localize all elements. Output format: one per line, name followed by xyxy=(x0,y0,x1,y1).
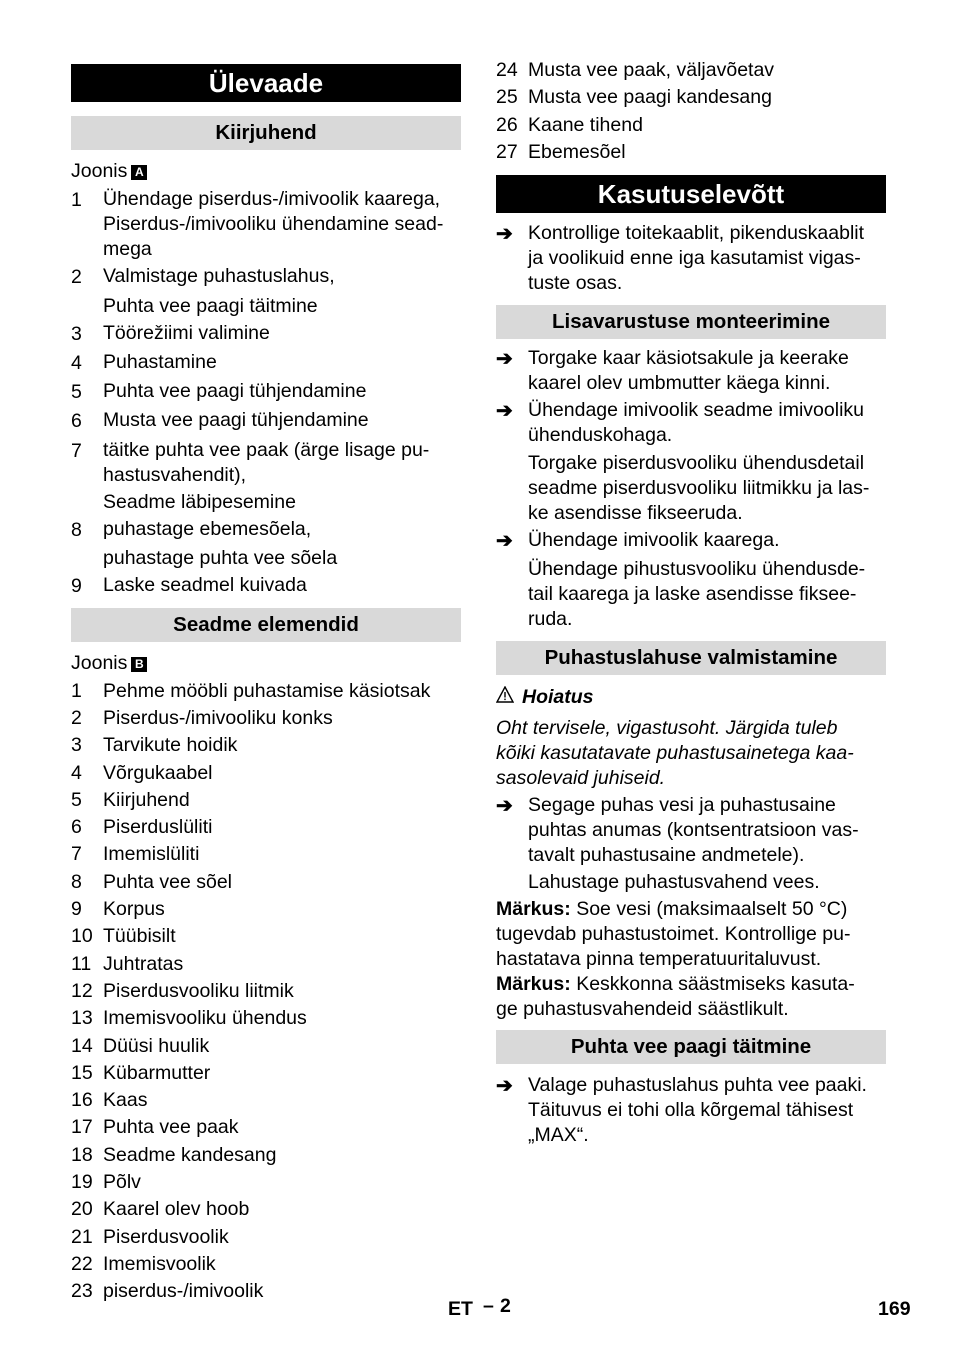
figure-ref-b xyxy=(71,650,461,677)
quickstart-step xyxy=(71,350,461,377)
element-item xyxy=(71,1087,461,1114)
element-item xyxy=(71,1060,461,1087)
element-item xyxy=(71,1033,461,1060)
step-text xyxy=(103,517,461,544)
item-label: Puhta vee sõel xyxy=(103,870,233,893)
note-text: ge puhastusvahendeid säästlikult. xyxy=(496,997,789,1020)
item-label: Imemislüliti xyxy=(103,843,200,866)
item-label: Võrgukaabel xyxy=(103,761,213,784)
arrow-icon: ➔ xyxy=(496,794,513,817)
footer-lang: ET xyxy=(448,1298,473,1320)
step-text-line: Puhta vee paagi tühjendamine xyxy=(103,380,367,403)
text-line: tail kaarega ja laske asendisse fiksee- xyxy=(528,583,857,606)
element-item xyxy=(71,732,461,759)
item-number: 22 xyxy=(71,1252,93,1275)
item-label: Tüübisilt xyxy=(103,925,176,948)
step-text xyxy=(103,490,461,515)
warning-title: Hoiatus xyxy=(522,686,594,709)
warning-triangle-icon xyxy=(496,684,522,711)
step-text-line: hastusvahendit), xyxy=(103,463,247,486)
element-item xyxy=(71,678,461,705)
quickstart-step xyxy=(71,321,461,348)
figure-letter-b-icon: B xyxy=(131,657,147,672)
quickstart-list xyxy=(71,187,461,600)
item-number: 17 xyxy=(71,1116,93,1139)
right-column xyxy=(496,57,886,1148)
text-line: seadme piserdusvooliku liitmikku ja las- xyxy=(528,477,870,500)
quickstart-step xyxy=(71,546,461,571)
step-number: 3 xyxy=(71,322,82,345)
step-text-line: Piserdus-/imivooliku ühendamine sead- xyxy=(103,213,444,236)
text-line: kaarel olev umbmutter käega kinni. xyxy=(528,372,831,395)
text-line: Segage puhas vesi ja puhastusaine xyxy=(528,793,836,816)
bullet-text xyxy=(528,1073,886,1148)
quickstart-step xyxy=(71,517,461,544)
bullet-text xyxy=(528,793,886,868)
text-line: puhtas anumas (kontsentratsioon vas- xyxy=(528,818,859,841)
bullet-text xyxy=(528,346,886,396)
quickstart-step xyxy=(71,438,461,488)
quickstart-step xyxy=(71,264,461,291)
step-number: 1 xyxy=(71,189,82,212)
item-number: 11 xyxy=(71,952,92,975)
item-label: Imemisvoolik xyxy=(103,1252,216,1275)
item-number: 9 xyxy=(71,898,82,921)
step-number xyxy=(71,490,103,515)
item-number: 12 xyxy=(71,979,93,1002)
element-item xyxy=(496,112,886,139)
item-number: 20 xyxy=(71,1198,93,1221)
intro-text xyxy=(528,221,886,296)
item-label: Pehme mööbli puhastamise käsiotsak xyxy=(103,679,431,702)
element-item xyxy=(71,869,461,896)
element-item xyxy=(71,760,461,787)
footer-dash: – xyxy=(483,1295,494,1317)
section-title-commissioning: Kasutuselevõtt xyxy=(496,175,886,213)
item-number: 2 xyxy=(71,706,82,729)
item-label: piserdus-/imivoolik xyxy=(103,1280,264,1303)
element-item xyxy=(71,1278,461,1305)
step-text-line: mega xyxy=(103,238,152,261)
item-number: 24 xyxy=(496,59,518,81)
item-label: Ebemesõel xyxy=(528,140,626,163)
arrow-icon: ➔ xyxy=(496,400,513,423)
quickstart-step xyxy=(71,408,461,435)
bullet-text xyxy=(528,398,886,448)
step-number: 5 xyxy=(71,381,82,404)
solution-bullet-1-continued xyxy=(528,870,886,895)
page-number: 169 xyxy=(878,1298,911,1320)
arrow-icon: ➔ xyxy=(496,223,513,246)
item-number: 18 xyxy=(71,1143,93,1166)
note-label: Märkus: xyxy=(496,972,571,995)
figure-label: Joonis xyxy=(71,652,128,675)
elements-list-continued xyxy=(496,57,886,166)
item-label: Kübarmutter xyxy=(103,1061,211,1084)
accessory-bullet-1 xyxy=(496,346,886,396)
bullet-text xyxy=(528,528,886,555)
item-number: 13 xyxy=(71,1007,93,1030)
element-item xyxy=(71,978,461,1005)
text-line: Kontrollige toitekaablit, pikenduskaablit xyxy=(528,222,865,245)
quickstart-step xyxy=(71,573,461,600)
item-label: Piserdusvooliku liitmik xyxy=(103,979,294,1002)
step-text xyxy=(103,264,461,291)
element-item xyxy=(71,923,461,950)
note-text: tugevdab puhastustoimet. Kontrollige pu- xyxy=(496,922,851,945)
item-number: 8 xyxy=(71,870,82,893)
step-text-line: puhastage puhta vee sõela xyxy=(103,547,338,570)
step-text xyxy=(103,379,461,406)
step-number xyxy=(71,294,103,319)
step-text-line: Laske seadmel kuivada xyxy=(103,574,307,597)
step-text-line: puhastage ebemesõela, xyxy=(103,517,312,540)
text-line: ja voolikuid enne iga kasutamist vigas- xyxy=(528,247,861,270)
item-number: 27 xyxy=(496,140,518,163)
step-text-line: Valmistage puhastuslahus, xyxy=(103,265,335,288)
arrow-icon: ➔ xyxy=(496,530,513,553)
item-label: Tarvikute hoidik xyxy=(103,734,238,757)
item-number: 4 xyxy=(71,761,82,784)
item-label: Seadme kandesang xyxy=(103,1143,277,1166)
note-label: Märkus: xyxy=(496,897,571,920)
element-item xyxy=(71,841,461,868)
step-number: 4 xyxy=(71,351,82,374)
step-number: 9 xyxy=(71,575,82,598)
accessory-bullet-2 xyxy=(496,398,886,448)
fill-bullet-1 xyxy=(496,1073,886,1148)
left-column xyxy=(71,64,461,1306)
item-number: 1 xyxy=(71,679,82,702)
note-text: Keskkonna säästmiseks kasuta- xyxy=(576,972,855,995)
intro-bullet xyxy=(496,221,886,296)
text-line: Torgake kaar käsiotsakule ja keerake xyxy=(528,347,849,370)
item-label: Kaas xyxy=(103,1089,148,1112)
item-label: Piserdusvoolik xyxy=(103,1225,229,1248)
item-label: Korpus xyxy=(103,898,165,921)
element-item xyxy=(71,1196,461,1223)
text-line: sasolevaid juhiseid. xyxy=(496,766,666,789)
solution-bullet-1 xyxy=(496,793,886,868)
section-title-overview: Ülevaade xyxy=(71,64,461,102)
step-number: 6 xyxy=(71,410,82,433)
heading-quickstart: Kiirjuhend xyxy=(71,116,461,150)
quickstart-step xyxy=(71,187,461,262)
item-label: Imemisvooliku ühendus xyxy=(103,1007,307,1030)
figure-letter-a-icon: A xyxy=(131,165,147,180)
step-text-line: Ühendage piserdus-/imivoolik kaarega, xyxy=(103,188,441,211)
item-number: 16 xyxy=(71,1089,93,1112)
text-line: Ühendage imivoolik kaarega. xyxy=(528,529,780,552)
heading-elements: Seadme elemendid xyxy=(71,608,461,642)
accessory-bullet-2-continued xyxy=(528,451,886,526)
element-item xyxy=(71,787,461,814)
accessory-bullet-3-continued xyxy=(528,557,886,632)
figure-label: Joonis xyxy=(71,160,128,182)
step-number: 7 xyxy=(71,439,82,462)
step-text xyxy=(103,546,461,571)
note-text: Soe vesi (maksimaalselt 50 °C) xyxy=(576,897,848,920)
item-number: 15 xyxy=(71,1061,93,1084)
item-number: 19 xyxy=(71,1171,93,1194)
item-number: 6 xyxy=(71,816,82,839)
item-number: 23 xyxy=(71,1280,93,1303)
footer-section: 2 xyxy=(500,1295,511,1317)
text-line: kõiki kasutatavate puhastusainetega kaa- xyxy=(496,741,854,764)
text-line: ke asendisse fikseeruda. xyxy=(528,502,743,525)
item-number: 3 xyxy=(71,734,82,757)
item-number: 10 xyxy=(71,925,93,948)
step-text-line: Töörežiimi valimine xyxy=(103,321,270,344)
step-text xyxy=(103,408,461,435)
element-item xyxy=(71,1114,461,1141)
accessory-bullet-3 xyxy=(496,528,886,555)
step-text xyxy=(103,294,461,319)
item-label: Põlv xyxy=(103,1171,141,1194)
item-number: 7 xyxy=(71,843,82,866)
text-line: ruda. xyxy=(528,608,573,631)
item-label: Piserduslüliti xyxy=(103,816,213,839)
text-line: Torgake piserdusvooliku ühendusdetail xyxy=(528,452,865,475)
note-1 xyxy=(496,897,886,972)
step-text xyxy=(103,350,461,377)
element-item xyxy=(496,139,886,166)
text-line: Oht tervisele, vigastusoht. Järgida tuleb xyxy=(496,716,838,739)
quickstart-step xyxy=(71,294,461,319)
element-item xyxy=(496,57,886,84)
item-number: 5 xyxy=(71,788,82,811)
elements-list xyxy=(71,678,461,1306)
item-label: Piserdus-/imivooliku konks xyxy=(103,706,333,729)
step-number xyxy=(71,546,103,571)
text-line: tavalt puhastusaine andmetele). xyxy=(528,843,805,866)
text-line: Valage puhastuslahus puhta vee paaki. xyxy=(528,1073,867,1096)
item-label: Musta vee paak, väljavõetav xyxy=(528,59,775,81)
step-number: 2 xyxy=(71,266,82,289)
element-item xyxy=(71,1169,461,1196)
element-item xyxy=(496,84,886,111)
item-label: Juhtratas xyxy=(103,952,184,975)
step-text-line: täitke puhta vee paak (ärge lisage pu- xyxy=(103,438,430,461)
heading-accessory: Lisavarustuse monteerimine xyxy=(496,305,886,339)
warning-text xyxy=(496,716,886,791)
item-label: Musta vee paagi kandesang xyxy=(528,86,772,109)
step-text xyxy=(103,438,461,488)
step-text-line: Seadme läbipesemine xyxy=(103,490,296,513)
text-line: ühenduskohaga. xyxy=(528,424,673,447)
text-line: Ühendage imivoolik seadme imivooliku xyxy=(528,399,864,422)
step-text-line: Musta vee paagi tühjendamine xyxy=(103,409,369,432)
note-2 xyxy=(496,972,886,1022)
step-text-line: Puhastamine xyxy=(103,350,217,373)
item-number: 14 xyxy=(71,1034,93,1057)
text-line: tuste osas. xyxy=(528,272,623,295)
element-item xyxy=(71,1142,461,1169)
step-text xyxy=(103,321,461,348)
step-text-line: Puhta vee paagi täitmine xyxy=(103,294,318,317)
element-item xyxy=(71,1005,461,1032)
note-text: hastatava pinna temperatuuritaluvust. xyxy=(496,947,822,970)
item-number: 26 xyxy=(496,113,518,136)
item-number: 21 xyxy=(71,1225,93,1248)
item-label: Kiirjuhend xyxy=(103,788,190,811)
element-item xyxy=(71,896,461,923)
arrow-icon: ➔ xyxy=(496,1074,513,1097)
heading-fill-tank: Puhta vee paagi täitmine xyxy=(496,1030,886,1064)
text-line: „MAX“. xyxy=(528,1123,589,1146)
heading-solution: Puhastuslahuse valmistamine xyxy=(496,641,886,675)
element-item xyxy=(71,1251,461,1278)
item-label: Puhta vee paak xyxy=(103,1116,239,1139)
item-label: Kaarel olev hoob xyxy=(103,1198,250,1221)
text-line: Täituvus ei tohi olla kõrgemal tähisest xyxy=(528,1098,854,1121)
arrow-icon: ➔ xyxy=(496,348,513,371)
item-label: Düüsi huulik xyxy=(103,1034,210,1057)
text-line: Lahustage puhastusvahend vees. xyxy=(528,870,820,893)
element-item xyxy=(71,951,461,978)
figure-ref-a xyxy=(71,158,461,185)
quickstart-step xyxy=(71,490,461,515)
item-label: Kaane tihend xyxy=(528,113,643,136)
step-text xyxy=(103,187,461,262)
element-item xyxy=(71,1224,461,1251)
warning-heading xyxy=(496,684,886,711)
element-item xyxy=(71,705,461,732)
quickstart-step xyxy=(71,379,461,406)
step-number: 8 xyxy=(71,518,82,541)
text-line: Ühendage pihustusvooliku ühendusde- xyxy=(528,558,866,581)
step-text xyxy=(103,573,461,600)
item-number: 25 xyxy=(496,86,518,109)
element-item xyxy=(71,814,461,841)
